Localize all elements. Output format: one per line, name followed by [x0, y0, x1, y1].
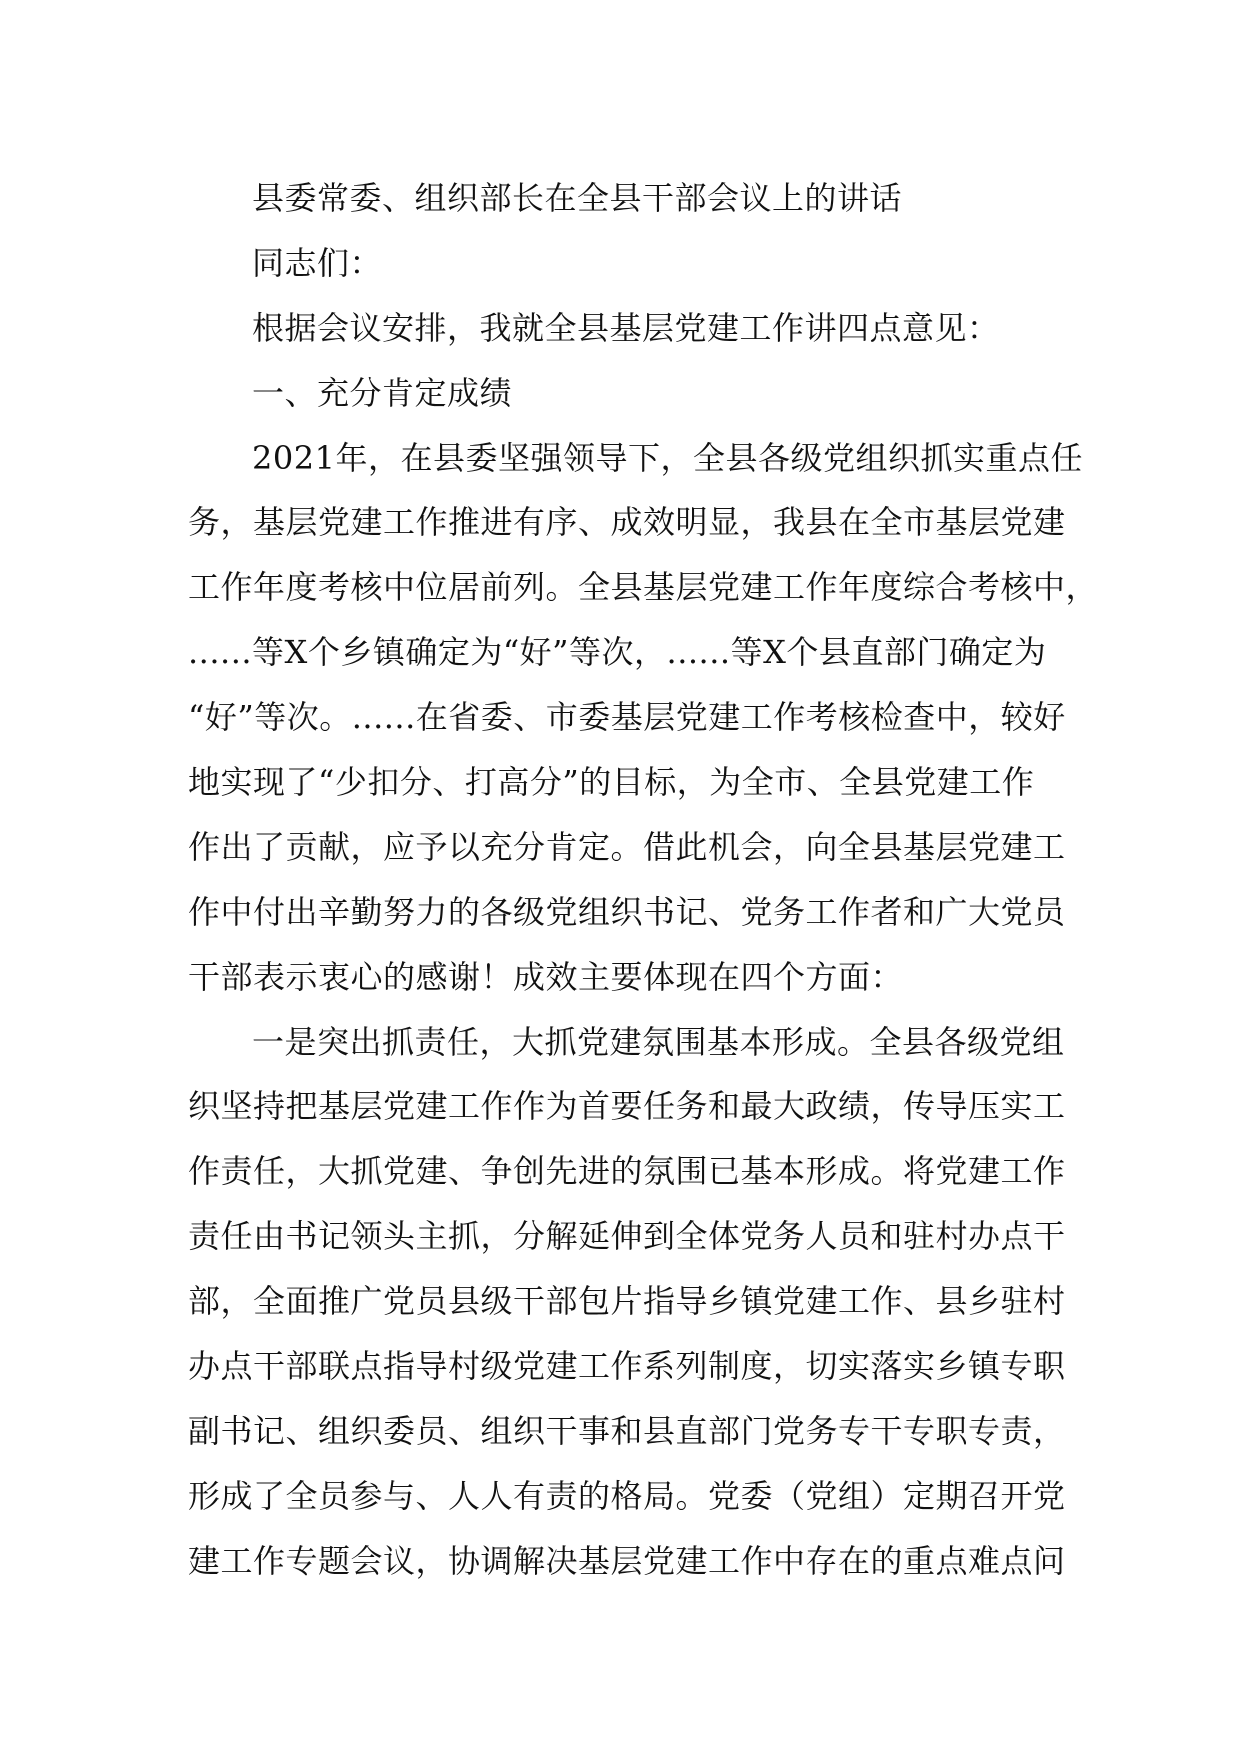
paragraph-line: 2021年，在县委坚强领导下，全县各级党组织抓实重点任 [252, 438, 1083, 477]
paragraph-line: 织坚持把基层党建工作作为首要任务和最大政绩，传导压实工 [188, 1087, 1066, 1126]
paragraph-line: 责任由书记领头主抓，分解延伸到全体党务人员和驻村办点干 [188, 1217, 1066, 1256]
paragraph-line: 地实现了“少扣分、打高分”的目标，为全市、全县党建工作 [188, 763, 1035, 802]
paragraph-line: 干部表示衷心的感谢！成效主要体现在四个方面： [188, 957, 904, 996]
salutation: 同志们： [252, 243, 383, 282]
paragraph-line: “好”等次。......在省委、市委基层党建工作考核检查中，较好 [188, 698, 1066, 737]
document-page [188, 166, 1099, 1594]
section-heading: 一、充分肯定成绩 [252, 373, 513, 412]
paragraph-line: 部，全面推广党员县级干部包片指导乡镇党建工作、县乡驻村 [188, 1282, 1066, 1321]
paragraph-line: 作中付出辛勤努力的各级党组织书记、党务工作者和广大党员 [188, 892, 1066, 931]
paragraph-line: 工作年度考核中位居前列。全县基层党建工作年度综合考核中， [188, 568, 1099, 607]
document-title: 县委常委、组织部长在全县干部会议上的讲话 [252, 179, 903, 217]
paragraph-line: 作出了贡献，应予以充分肯定。借此机会，向全县基层党建工 [188, 827, 1066, 866]
paragraph-line: ......等X个乡镇确定为“好”等次，......等X个县直部门确定为 [188, 633, 1047, 672]
paragraph-line: 作责任，大抓党建、争创先进的氛围已基本形成。将党建工作 [188, 1152, 1066, 1191]
paragraph-line: 形成了全员参与、人人有责的格局。党委（党组）定期召开党 [188, 1476, 1066, 1515]
paragraph-line: 一是突出抓责任，大抓党建氛围基本形成。全县各级党组 [252, 1022, 1065, 1061]
paragraph-line: 副书记、组织委员、组织干事和县直部门党务专干专职专责， [188, 1411, 1066, 1450]
paragraph-line: 建工作专题会议，协调解决基层党建工作中存在的重点难点问 [188, 1541, 1066, 1580]
paragraph-line: 务，基层党建工作推进有序、成效明显，我县在全市基层党建 [188, 503, 1066, 542]
paragraph-1 [188, 426, 1099, 1010]
paragraph-line: 办点干部联点指导村级党建工作系列制度，切实落实乡镇专职 [188, 1347, 1066, 1386]
paragraph-2 [188, 1010, 1068, 1594]
intro-line: 根据会议安排，我就全县基层党建工作讲四点意见： [252, 308, 1000, 347]
